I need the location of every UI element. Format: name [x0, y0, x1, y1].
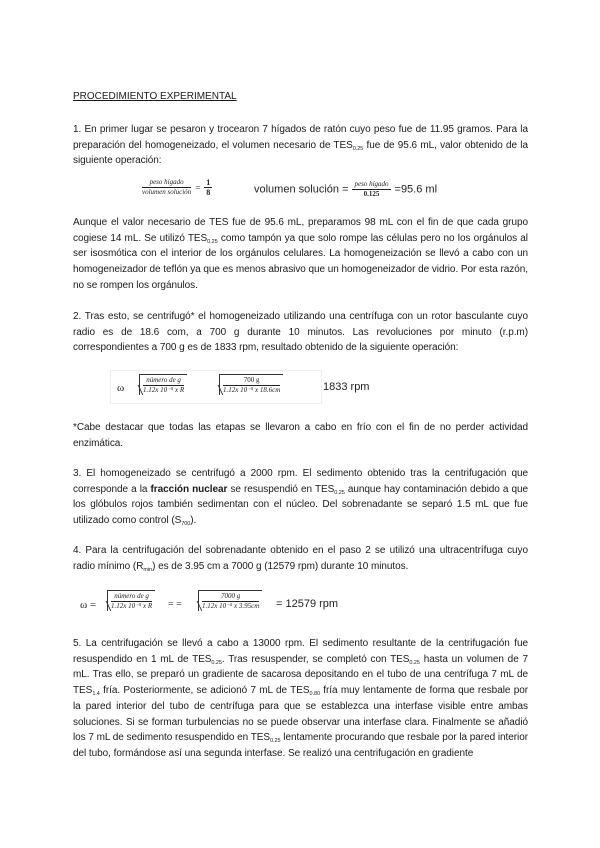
section-title: PROCEDIMIENTO EXPERIMENTAL	[73, 91, 237, 102]
paragraph-6: 4. Para la centrifugación del sobrenadante obtenido en el paso 2 se utilizó una ultracentrífuga cuyo radio mínimo $(R_{min})$ es de 3.95 cm a 7000 g (12579 rpm) durante 10 minutos.	[73, 545, 528, 573]
paragraph-4: *Cabe destacar que todas las etapas se llevaron a cabo en frío con el fin de no perder actividad enzimática.	[73, 422, 528, 449]
paragraph-3: 2. Tras esto, se centrifugó* el homogeneizado utilizando una centrífuga con un rotor basculante cuyo radio es de 18.6 com, a 700 g durante 10 minutos. Las revoluciones por minuto (r.p.m) correspondientes a 700 g es de 1833 rpm, resultado obtenido de la siguiente operación:	[73, 311, 528, 354]
equation-1-solution: volumen solución = $\frac{\text{peso hígado}}{0.125}$ =95.6 ml	[254, 180, 438, 198]
paragraph-1: 1. En primer lugar se pesaron y trocearon 7 hígados de ratón cuyo peso fue de 11.95 gramos. Para la preparación del homogeneizado, el volumen necesario de $TES_{0.25}$ fue de 95.6 mL, valor obtenido de la siguiente operación:	[73, 124, 528, 167]
equation-1: $\frac{\text{peso hígado}}{\text{volumen solución}}$ = $\frac{1}{8}$	[142, 178, 211, 197]
paragraph-7: 5. La centrifugación se llevó a cabo a 13000 rpm. El sedimento resultante de la centrifugación fue resuspendido en 1 mL de $TES_{0.25}$. Tras resuspender, se completó con $TES_{0.25}$ hasta un volumen de 7 mL. Tras ello, se preparó un gradiente de sacarosa depositando en el tubo de una centrífuga 7 mL de $TES_{1.4}$ fría. Posteriormente, se adicionó 7 mL de $TES_{0.80}$ fría muy lentamente de forma que resbale por la pared interior del tubo de centrífuga para que se establezca una interfase visible entre ambas soluciones. Si se forman turbulencias no se puede observar una interfase clara. Finalmente se añadió los 7 mL de sedimento resuspendido en $TES_{0.25}$ lentamente procurando que resbale por la pared interior del tubo, formándose así una segunda interfase. Se realizó una centrifugación en gradiente	[73, 638, 529, 759]
paragraph-5: 3. El homogeneizado se centrifugó a 2000 rpm. El sedimento obtenido tras la centrifugación que corresponde a la fracción nuclear se resuspendió en $TES_{0.25}$ aunque hay contaminación debido a que los glóbulos rojos también sedimentan con el núcleo. Del sobrenadante se separó 1.5 mL que fue utilizado como control $(S_{700})$.	[73, 468, 529, 528]
equation-2: ω $\frac{\text{número de g}}{\text{1.12x 10⁻⁵ x R}}$ $\frac{700 g}{\text{1.12x 10⁻⁵ x 18.6cm}}$ 1833 rpm	[110, 370, 322, 404]
paragraph-2: Aunque el valor necesario de TES fue de 95.6 mL, preparamos 98 mL con el fin de que cada grupo cogiese 14 mL. Se utilizó $TES_{0.25}$ como tampón ya que solo rompe las células pero no los orgánulos al ser isosmótica con el interior de los orgánulos celulares. La homogeneización se llevó a cabo con un homogeneizador de teflón ya que es menos abrasivo que un homogeneizador de vidrio. Por esta razón, no se rompen los orgánulos.	[73, 217, 528, 291]
equation-3: ω = $\frac{\text{número de g}}{\text{1.12x 10⁻⁵ x R}}$ = = $\frac{7000 g}{\text{1.12x 10⁻⁵ x 3.95cm}}$ = 12579 rpm	[80, 592, 339, 611]
